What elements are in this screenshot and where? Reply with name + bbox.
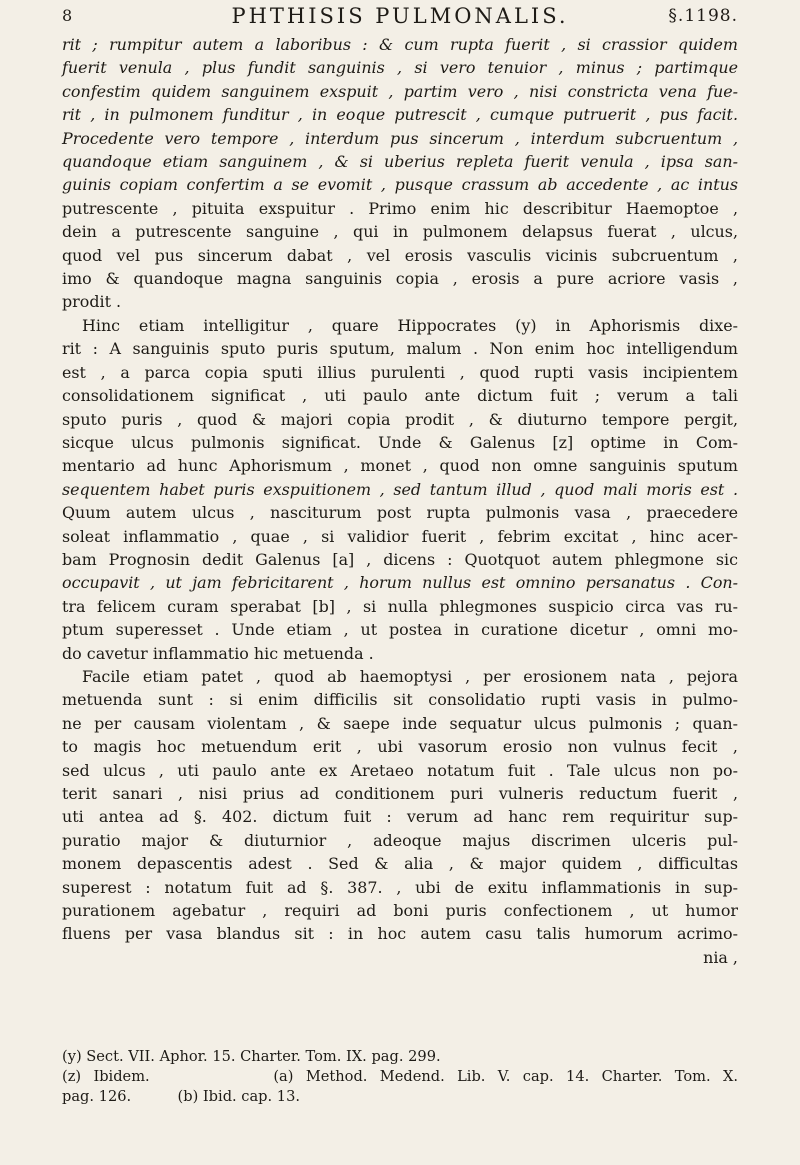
text-line: do cavetur inflammatio hic metuenda . bbox=[62, 643, 374, 663]
text-line: consolidationem significat , uti paulo ante dictum fuit ; verum a tali bbox=[62, 386, 738, 406]
text-line: mentario ad hunc Aphorismum , monet , quod non omne sanguinis sputum bbox=[62, 456, 738, 476]
footnotes bbox=[62, 1047, 738, 1107]
text-line: fluens per vasa blandus sit : in hoc autem casu talis humorum acrimo- bbox=[62, 924, 738, 944]
text-line: purationem agebatur , requiri ad boni puris confectionem , ut humor bbox=[62, 901, 738, 921]
text-line: sed ulcus , uti paulo ante ex Aretaeo notatum fuit . Tale ulcus non po- bbox=[62, 760, 738, 780]
text-line: monem depascentis adest . Sed & alia , & major quidem , difficultas bbox=[62, 854, 738, 874]
text-line: Hinc etiam intelligitur , quare Hippocrates (y) in Aphorismis dixe- bbox=[82, 315, 738, 335]
text-line: rit ; rumpitur autem a laboribus : & cum rupta fuerit , si crassior quidem bbox=[62, 35, 738, 54]
main-text bbox=[62, 33, 738, 969]
text-line: rit : A sanguinis sputo puris sputum, malum . Non enim hoc intelligendum bbox=[62, 339, 738, 359]
text-line: fuerit venula , plus fundit sanguinis , si vero tenuior , minus ; partimque bbox=[62, 58, 738, 78]
text-line: terit sanari , nisi prius ad conditionem puri vulneris reductum fuerit , bbox=[62, 784, 738, 803]
paragraph bbox=[62, 665, 738, 969]
text-line: Procedente vero tempore , interdum pus sincerum , interdum subcruentum , bbox=[62, 128, 738, 148]
text-line: uti antea ad §. 402. dictum fuit : verum ad hanc rem requiritur sup- bbox=[62, 807, 738, 827]
text-line: bam Prognosin dedit Galenus [a] , dicens : Quotquot autem phlegmone sic bbox=[62, 549, 738, 569]
page-header bbox=[62, 4, 738, 32]
page-number: 8 bbox=[62, 6, 75, 25]
text-line: confestim quidem sanguinem exspuit , partim vero , nisi constricta vena fue- bbox=[62, 81, 738, 101]
text-line: soleat inflammatio , quae , si validior fuerit , febrim excitat , hinc acer- bbox=[62, 526, 738, 546]
text-line: to magis hoc metuendum erit , ubi vasorum erosio non vulnus fecit , bbox=[62, 737, 738, 757]
text-line: occupavit , ut jam febricitarent , horum nullus est omnino persanatus . Con- bbox=[62, 573, 738, 593]
text-line: ptum superesset . Unde etiam , ut postea in curatione dicetur , omni mo- bbox=[62, 620, 738, 640]
text-line: ne per causam violentam , & saepe inde sequatur ulcus pulmonis ; quan- bbox=[62, 713, 738, 733]
section-number: §.1198. bbox=[668, 6, 738, 26]
running-title: PHTHISIS PULMONALIS. bbox=[231, 4, 569, 28]
text-line: tra felicem curam sperabat [b] , si nulla phlegmones suspicio circa vas ru- bbox=[62, 596, 738, 616]
text-line: sicque ulcus pulmonis significat. Unde & Galenus [z] optime in Com- bbox=[62, 432, 738, 452]
text-line: imo & quandoque magna sanguinis copia , erosis a pure acriore vasis , bbox=[62, 269, 738, 289]
text-line: Facile etiam patet , quod ab haemoptysi , per erosionem nata , pejora bbox=[82, 666, 738, 686]
text-line: quandoque etiam sanguinem , & si uberius repleta fuerit venula , ipsa san- bbox=[62, 152, 738, 172]
text-line: rit , in pulmonem funditur , in eoque putrescit , cumque putruerit , pus facit. bbox=[62, 105, 738, 125]
text-line: est , a parca copia sputi illius purulenti , quod rupti vasis incipientem bbox=[62, 362, 738, 382]
text-line: sequentem habet puris exspuitionem , sed tantum illud , quod mali moris est . bbox=[62, 479, 738, 499]
footnote: pag. 126. (b) Ibid. cap. 13. bbox=[62, 1088, 301, 1105]
footnote: (z) Ibidem. (a) Method. Medend. Lib. V. cap. 14. Charter. Tom. X. bbox=[62, 1068, 738, 1085]
text-line: guinis copiam confertim a se evomit , pusque crassum ab accedente , ac intus bbox=[62, 175, 738, 195]
text-line: metuenda sunt : si enim difficilis sit consolidatio rupti vasis in pulmo- bbox=[62, 690, 738, 710]
text-line: quod vel pus sincerum dabat , vel erosis vasculis vicinis subcruentum , bbox=[62, 245, 738, 265]
paragraph bbox=[62, 33, 738, 314]
catchword: nia , bbox=[703, 947, 738, 967]
text-line: superest : notatum fuit ad §. 387. , ubi de exitu inflammationis in sup- bbox=[62, 877, 738, 897]
text-line: putrescente , pituita exspuitur . Primo enim hic describitur Haemoptoe , bbox=[62, 198, 738, 218]
text-line: dein a putrescente sanguine , qui in pulmonem delapsus fuerat , ulcus, bbox=[62, 222, 738, 242]
text-line: sputo puris , quod & majori copia prodit , & diuturno tempore pergit, bbox=[62, 409, 738, 429]
text-line: prodit . bbox=[62, 292, 122, 312]
text-line: puratio major & diuturnior , adeoque majus discrimen ulceris pul- bbox=[62, 830, 738, 850]
footnote: (y) Sect. VII. Aphor. 15. Charter. Tom. IX. pag. 299. bbox=[62, 1048, 441, 1065]
text-line: Quum autem ulcus , nasciturum post rupta pulmonis vasa , praecedere bbox=[62, 503, 738, 523]
paragraph bbox=[62, 314, 738, 665]
